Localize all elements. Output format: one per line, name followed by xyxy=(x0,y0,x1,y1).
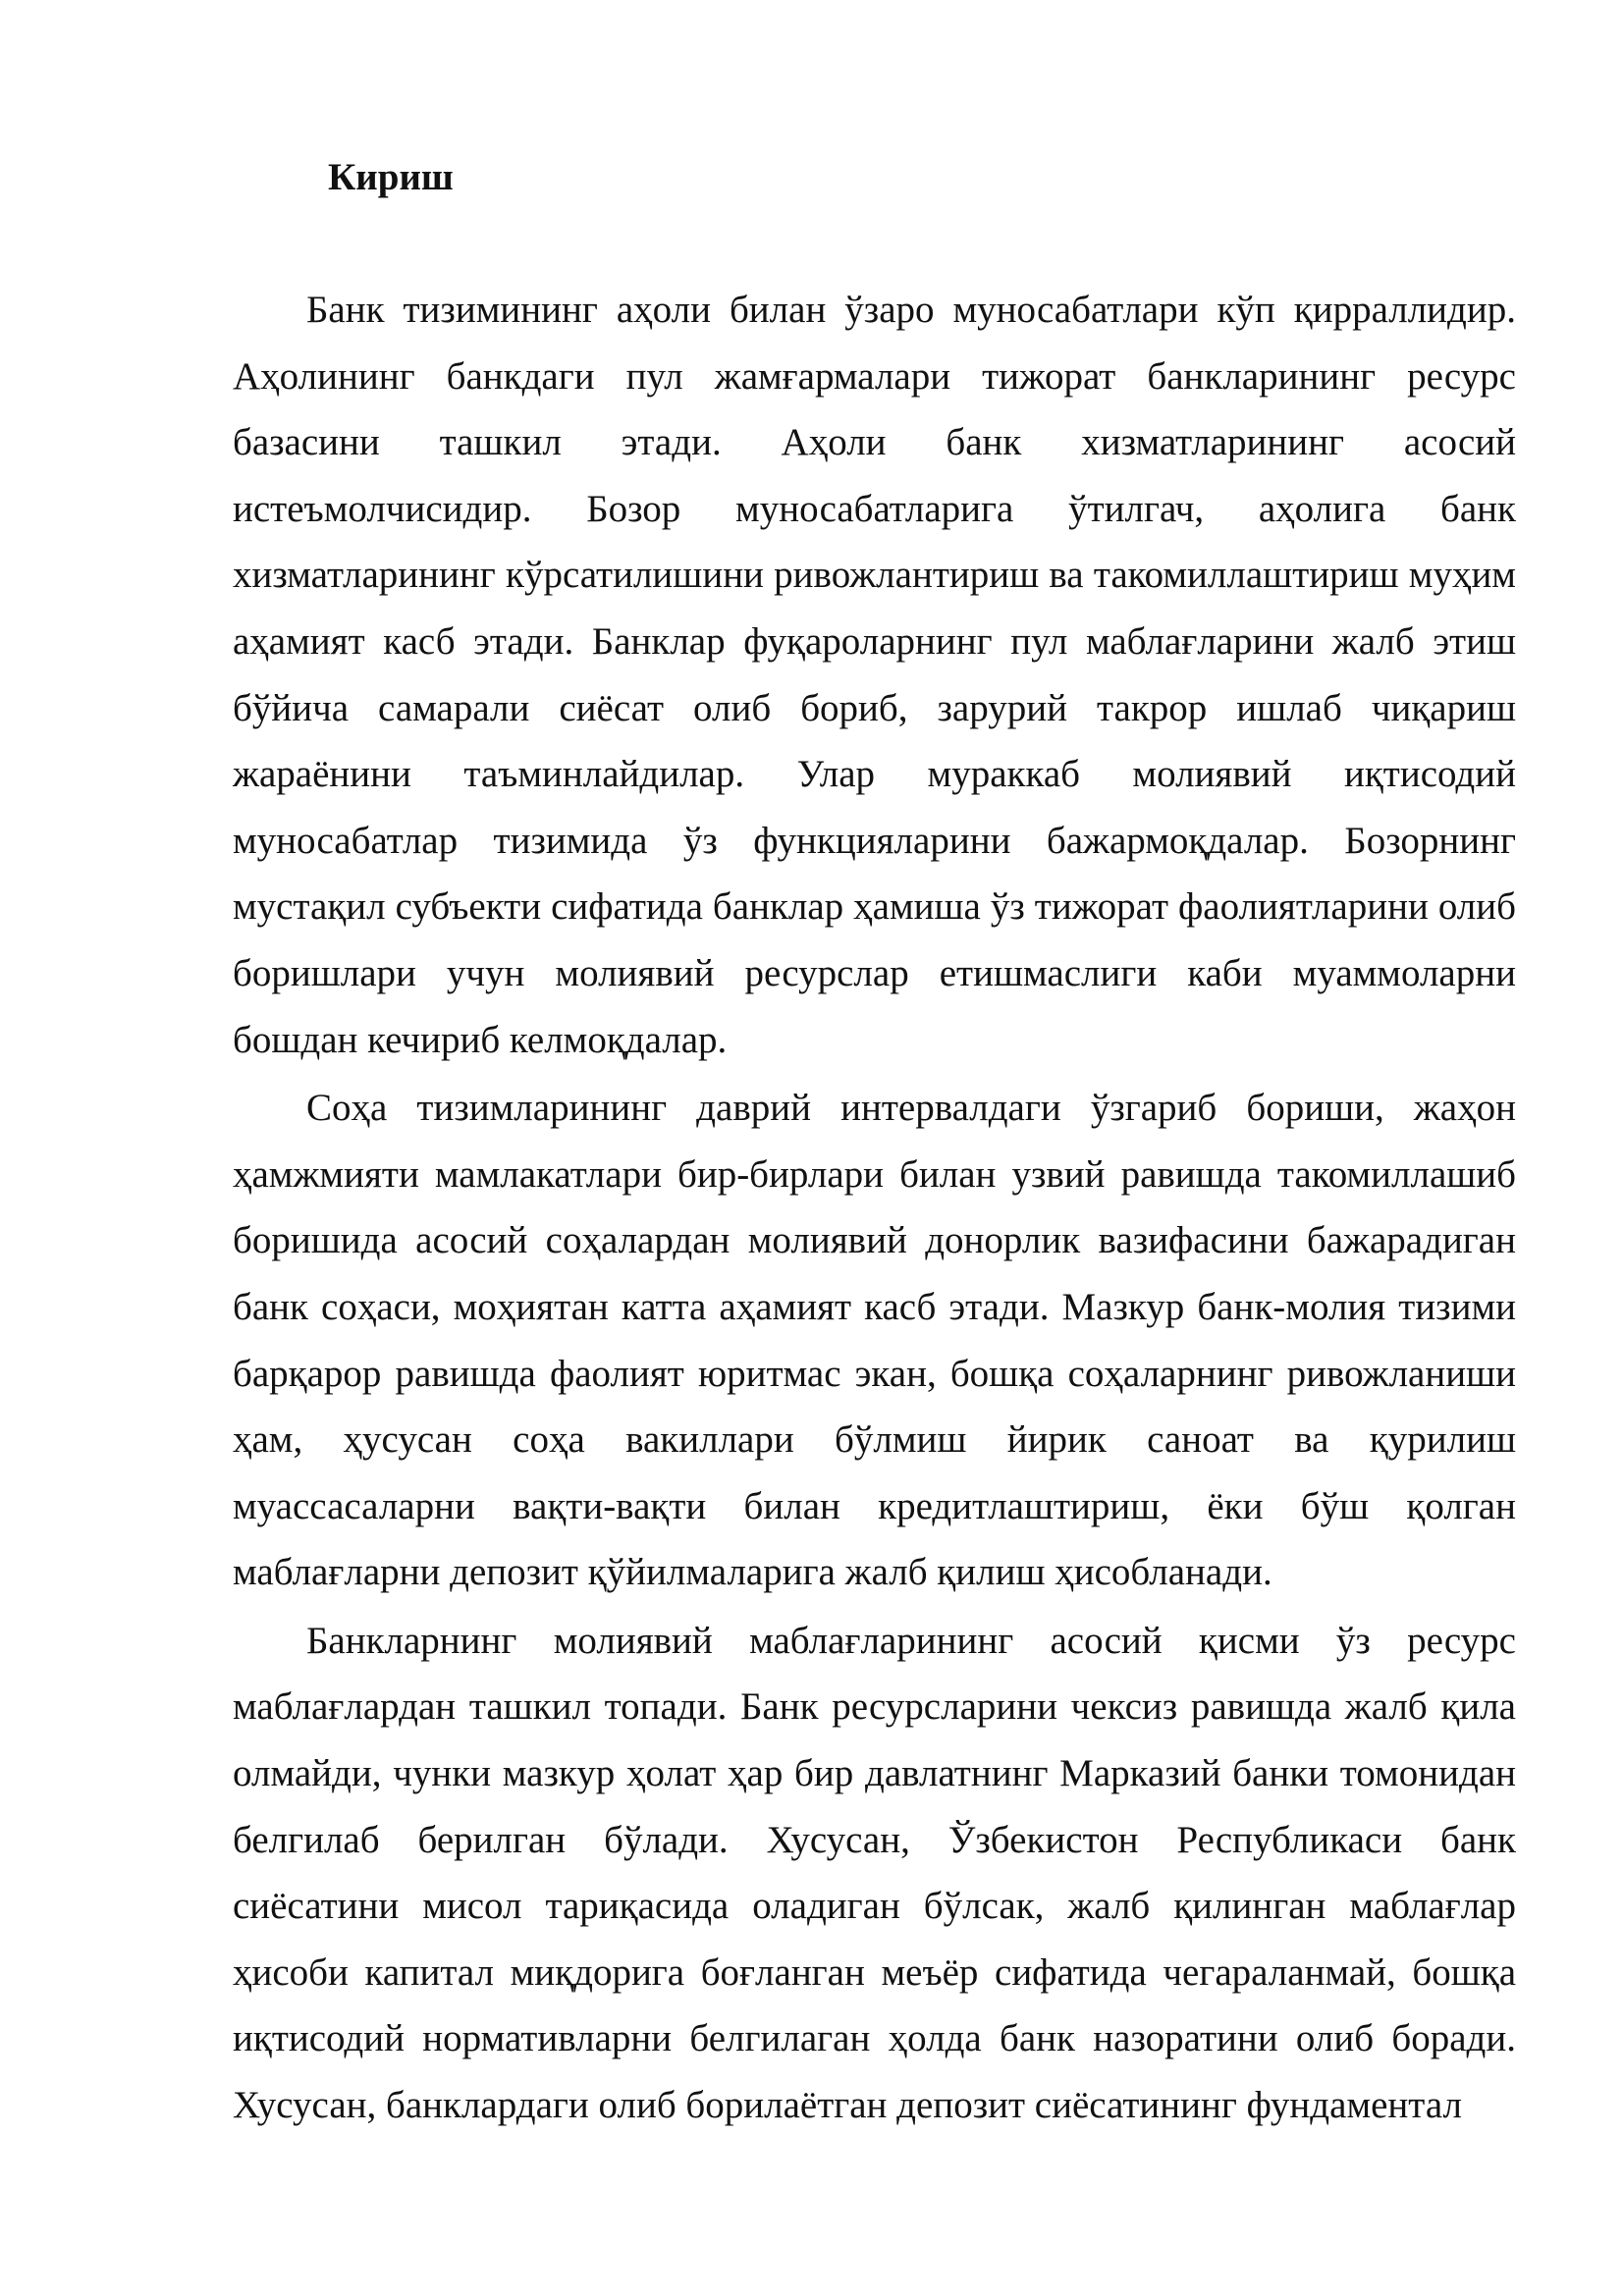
paragraph: Соҳа тизимларининг даврий интервалдаги ўзгариб бориши, жаҳон ҳамжмияти мамлакатлари бир-бирлари билан узвий равишда такомиллашиб боришида асосий соҳалардан молиявий донорлик вазифасини бажарадиган банк соҳаси, моҳиятан катта аҳамият касб этади. Мазкур банк-молия тизими барқарор равишда фаолият юритмас экан, бошқа соҳаларнинг ривожланиши ҳам, ҳусусан соҳа вакиллари бўлмиш йирик саноат ва қурилиш муассасаларни вақти-вақти билан кредитлаштириш, ёки бўш қолган маблағларни депозит қўйилмаларига жалб қилиш ҳисобланади. xyxy=(233,1087,1516,1594)
document-body xyxy=(233,277,1516,2139)
paragraph: Банкларнинг молиявий маблағларининг асосий қисми ўз ресурс маблағлардан ташкил топади. Банк ресурсларини чексиз равишда жалб қила олмайди, чунки мазкур ҳолат ҳар бир давлатнинг Марказий банки томонидан белгилаб берилган бўлади. Хусусан, Ўзбекистон Республикаси банк сиёсатини мисол тариқасида оладиган бўлсак, жалб қилинган маблағлар ҳисоби капитал миқдорига боғланган меъёр сифатида чегараланмай, бошқа иқтисодий нормативларни белгилаган ҳолда банк назоратини олиб боради. Хусусан, банклардаги олиб борилаётган депозит сиёсатининг фундаментал xyxy=(233,1619,1516,2127)
paragraph: Банк тизимининг аҳоли билан ўзаро муносабатлари кўп қирраллидир. Аҳолининг банкдаги пул жамғармалари тижорат банкларининг ресурс базасини ташкил этади. Аҳоли банк хизматларининг асосий истеъмолчисидир. Бозор муносабатларига ўтилгач, аҳолига банк хизматларининг кўрсатилишини ривожлантириш ва такомиллаштириш муҳим аҳамият касб этади. Банклар фуқароларнинг пул маблағларини жалб этиш бўйича самарали сиёсат олиб бориб, зарурий такрор ишлаб чиқариш жараёнини таъминлайдилар. Улар мураккаб молиявий иқтисодий муносабатлар тизимида ўз функцияларини бажармоқдалар. Бозорнинг мустақил субъекти сифатида банклар ҳамиша ўз тижорат фаолиятларини олиб боришлари учун молиявий ресурслар етишмаслиги каби муаммоларни бошдан кечириб келмоқдалар. xyxy=(233,289,1516,1061)
page-title: Кириш xyxy=(328,156,454,198)
